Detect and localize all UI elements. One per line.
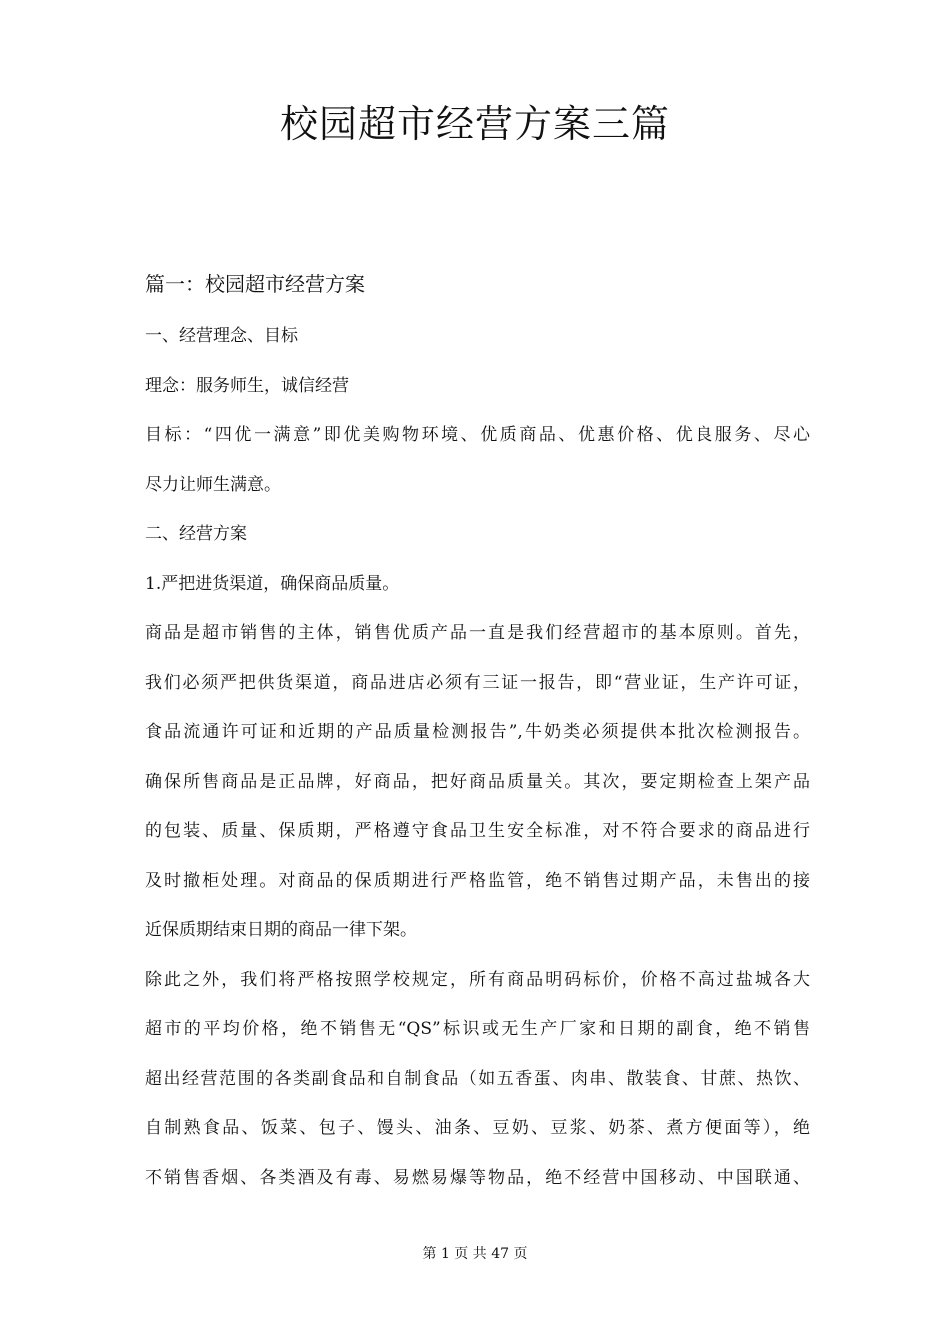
page-footer: 第 1 页 共 47 页 [422, 1246, 528, 1262]
document-title: 校园超市经营方案三篇 [279, 102, 670, 146]
paragraph-line: 我们必须严把供货渠道，商品进店必须有三证一报告，即“营业证，生产许可证， [145, 672, 810, 693]
heading-business-philosophy: 一、经营理念、目标 [145, 326, 298, 346]
goal-text-line: 尽力让师生满意。 [145, 474, 281, 495]
goal-text-line: 目标：“四优一满意”即优美购物环境、优质商品、优惠价格、优良服务、尽心 [145, 425, 810, 445]
paragraph-line: 超市的平均价格，绝不销售无“QS”标识或无生产厂家和日期的副食，绝不销售 [145, 1019, 810, 1039]
philosophy-text: 理念：服务师生，诚信经营 [145, 375, 349, 396]
paragraph-line: 不销售香烟、各类酒及有毒、易燃易爆等物品，绝不经营中国移动、中国联通、 [145, 1167, 810, 1188]
paragraph-line: 确保所售商品是正品牌，好商品，把好商品质量关。其次，要定期检查上架产品 [145, 771, 810, 792]
paragraph-line: 食品流通许可证和近期的产品质量检测报告”,牛奶类必须提供本批次检测报告。 [145, 722, 810, 742]
paragraph-line: 的包装、质量、保质期，严格遵守食品卫生安全标准，对不符合要求的商品进行 [145, 821, 810, 841]
subheading-supply-channel: 1.严把进货渠道，确保商品质量。 [145, 573, 400, 594]
paragraph-line: 除此之外，我们将严格按照学校规定，所有商品明码标价，价格不高过盐城各大 [145, 969, 810, 990]
paragraph-line: 商品是超市销售的主体，销售优质产品一直是我们经营超市的基本原则。首先， [145, 623, 810, 643]
heading-business-plan: 二、经营方案 [145, 524, 247, 544]
paragraph-line: 近保质期结束日期的商品一律下架。 [145, 920, 417, 940]
document-body [145, 262, 810, 1203]
paragraph-line: 及时撤柜处理。对商品的保质期进行严格监管，绝不销售过期产品，未售出的接 [145, 870, 810, 891]
section-heading: 篇一：校园超市经营方案 [145, 272, 365, 296]
paragraph-line: 超出经营范围的各类副食品和自制食品（如五香蛋、肉串、散装食、甘蔗、热饮、 [145, 1068, 810, 1089]
paragraph-line: 自制熟食品、饭菜、包子、馒头、油条、豆奶、豆浆、奶茶、煮方便面等），绝 [145, 1118, 810, 1138]
